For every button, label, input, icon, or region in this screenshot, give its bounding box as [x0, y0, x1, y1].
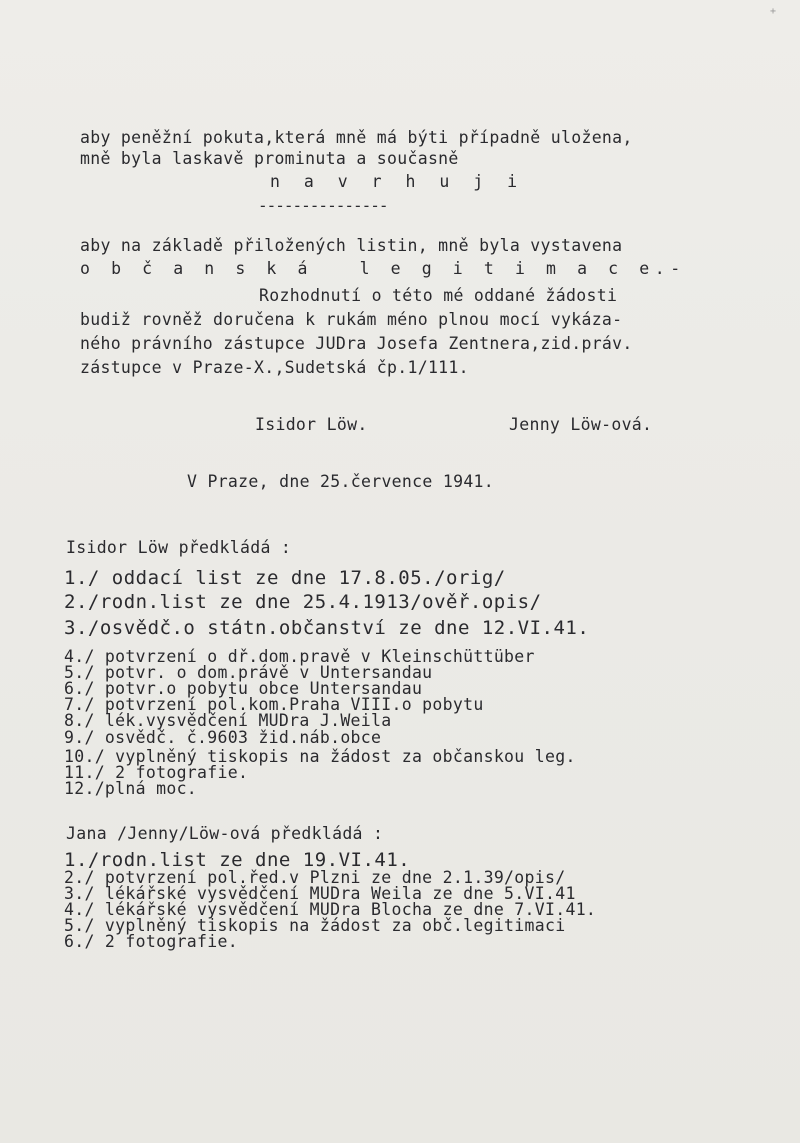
isidor-item-8: 8./ lék.vysvědčení MUDra J.Weila — [64, 711, 392, 730]
isidor-item-10: 10./ vyplněný tiskopis na žádost za občanskou leg. — [64, 747, 576, 766]
p1-line1: aby peněžní pokuta,která mně má býti případně uložena, — [80, 128, 633, 147]
signature-jenny: Jenny Löw-ová. — [509, 415, 653, 434]
jana-item-2: 2./ potvrzení pol.řed.v Plzni ze dne 2.1.39/opis/ — [64, 868, 566, 887]
p2-line2-legitimace: o b č a n s k á l e g i t i m a c e.- — [80, 259, 686, 278]
isidor-item-2: 2./rodn.list ze dne 25.4.1913/ověř.opis/ — [64, 591, 542, 613]
isidor-heading: Isidor Löw předkládá : — [66, 538, 292, 557]
isidor-item-9: 9./ osvědč. č.9603 žid.náb.obce — [64, 728, 382, 747]
isidor-item-7: 7./ potvrzení pol.kom.Praha VIII.o pobytu — [64, 695, 484, 714]
p2-line6: zástupce v Praze-X.,Sudetská čp.1/111. — [80, 358, 469, 377]
jana-item-5: 5./ vyplněný tiskopis na žádost za obč.legitimaci — [64, 916, 566, 935]
isidor-item-11: 11./ 2 fotografie. — [64, 763, 249, 782]
jana-item-6: 6./ 2 fotografie. — [64, 932, 238, 951]
isidor-item-6: 6./ potvr.o pobytu obce Untersandau — [64, 679, 423, 698]
isidor-item-5: 5./ potvr. o dom.právě v Untersandau — [64, 663, 433, 682]
isidor-item-12: 12./plná moc. — [64, 779, 198, 798]
p1-heading-underline: --------------- — [258, 196, 388, 215]
jana-heading: Jana /Jenny/Löw-ová předkládá : — [66, 824, 384, 843]
place-date: V Praze, dne 25.července 1941. — [187, 472, 495, 491]
jana-item-1: 1./rodn.list ze dne 19.VI.41. — [64, 849, 411, 871]
p1-line2: mně byla laskavě prominuta a současně — [80, 149, 459, 168]
isidor-item-1: 1./ oddací list ze dne 17.8.05./orig/ — [64, 567, 506, 589]
jana-item-4: 4./ lékářské vysvědčení MUDra Blocha ze dne 7.VI.41. — [64, 900, 597, 919]
p2-line1: aby na základě přiložených listin, mně byla vystavena — [80, 236, 623, 255]
corner-mark: + — [769, 6, 776, 17]
p2-line5: ného právního zástupce JUDra Josefa Zentnera,zid.práv. — [80, 334, 633, 353]
signature-isidor: Isidor Löw. — [255, 415, 368, 434]
jana-item-3: 3./ lékářské vysvědčení MUDra Weila ze dne 5.VI.41 — [64, 884, 576, 903]
isidor-item-4: 4./ potvrzení o dř.dom.pravě v Kleinschüttüber — [64, 647, 535, 666]
isidor-item-3: 3./osvědč.o státn.občanství ze dne 12.VI.41. — [64, 617, 590, 639]
p2-line4: budiž rovněž doručena k rukám méno plnou mocí vykáza- — [80, 310, 623, 329]
p2-line3: Rozhodnutí o této mé oddané žádosti — [259, 286, 618, 305]
p1-heading-navrhuji: n a v r h u j i — [270, 172, 525, 191]
